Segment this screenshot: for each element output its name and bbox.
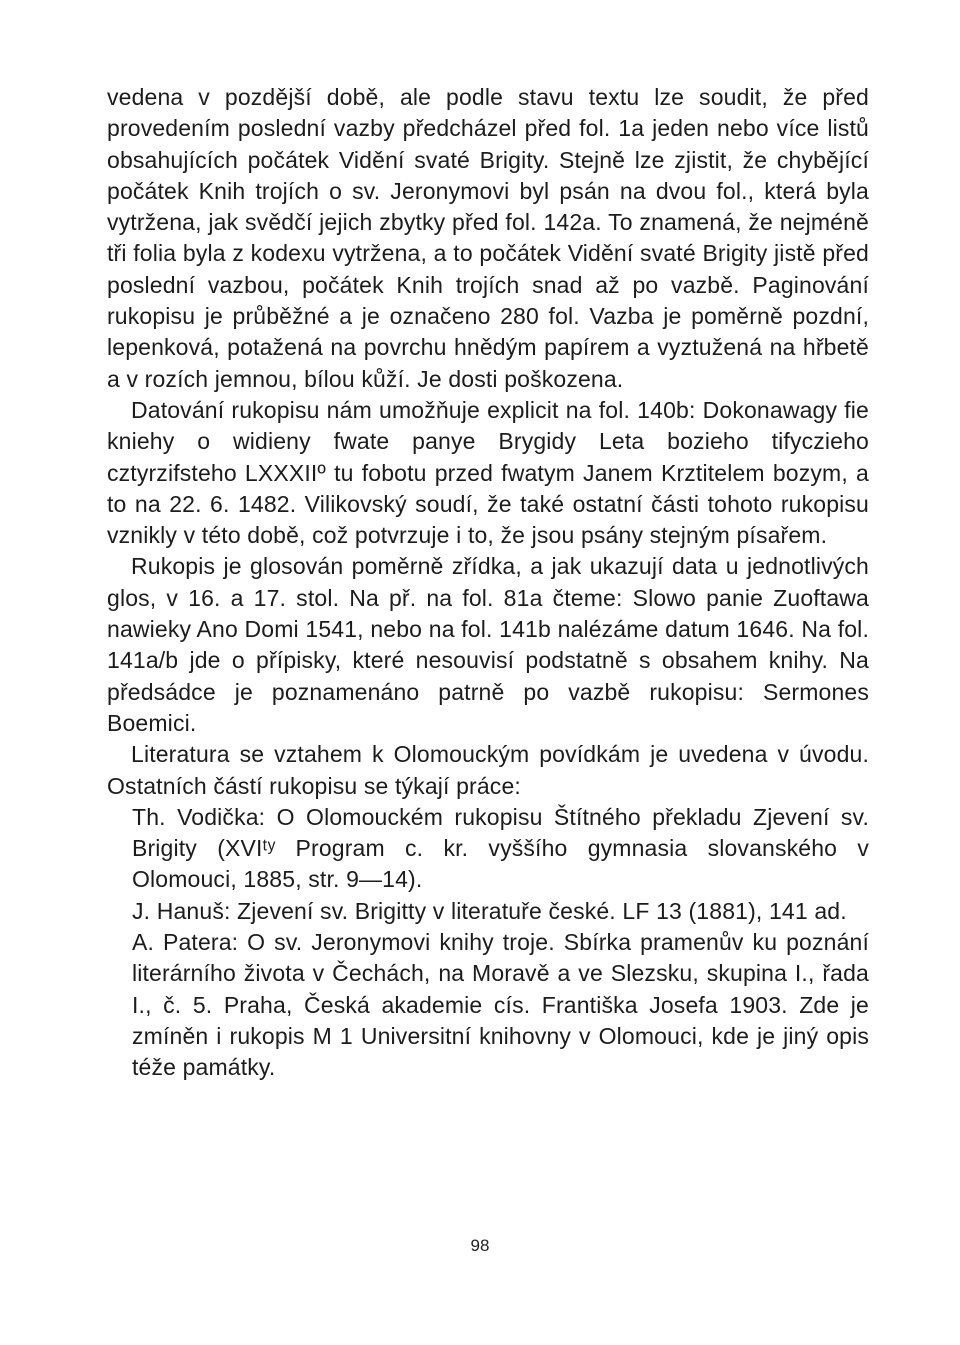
- paragraph-dating: Datování rukopisu nám umožňuje explicit na fol. 140b: Dokonawagy fie kniehy o widieny fwate panye Brygidy Leta bozieho tifyczieho cztyrzifsteho LXXXIIº tu fobotu przed fwatym Janem Krztitelem bozym, a to na 22. 6. 1482. Vilikovský soudí, že také ostatní části tohoto rukopisu vznikly v této době, což potvrzuje i to, že jsou psány stejným písařem.: [107, 396, 869, 549]
- reference-vodicka: Th. Vodička: O Olomouckém rukopisu Štítného překladu Zjevení sv. Brigity (XVIᵗʸ Program c. kr. vyššího gymnasia slovanského v Olomouci, 1885, str. 9—14).: [132, 803, 869, 893]
- body-text: [107, 82, 869, 1084]
- reference-hanus: J. Hanuš: Zjevení sv. Brigitty v literatuře české. LF 13 (1881), 141 ad.: [132, 897, 847, 924]
- reference-patera: A. Patera: O sv. Jeronymovi knihy troje. Sbírka pramenův ku poznání literárního života v Čechách, na Moravě a ve Slezsku, skupina I., řada I., č. 5. Praha, Česká akademie cís. Františka Josefa 1903. Zde je zmíněn i rukopis M 1 Universitní knihovny v Olomouci, kde je jiný opis téže památky.: [132, 929, 869, 1081]
- paragraph-glosses: Rukopis je glosován poměrně zřídka, a jak ukazují data u jednotlivých glos, v 16. a 17. stol. Na př. na fol. 81a čteme: Slowo panie Zuoftawa nawieky Ano Domi 1541, nebo na fol. 141b nalézáme datum 1646. Na fol. 141a/b jde o přípisky, které nesouvisí podstatně s obsahem knihy. Na předsádce je poznamenáno patrně po vazbě rukopisu: Sermones Boemici.: [107, 553, 869, 736]
- reference-list: [107, 802, 869, 1084]
- paragraph-continuation: vedena v pozdější době, ale podle stavu textu lze soudit, že před provedením poslední vazby předcházel před fol. 1a jeden nebo více listů obsahujících počátek Vidění svaté Brigity. Stejně lze zjistit, že chybějící počátek Knih trojích o sv. Jeronymovi byl psán na dvou fol., která byla vytržena, jak svědčí jejich zbytky před fol. 142a. To znamená, že nejméně tři folia byla z kodexu vytržena, a to počátek Vidění svaté Brigity jistě před poslední vazbou, počátek Knih trojích snad až po vazbě. Paginování rukopisu je průběžné a je označeno 280 fol. Vazba je poměrně pozdní, lepenková, potažená na povrchu hnědým papírem a vyztužená na hřbetě a v rozích jemnou, bílou kůží. Je dosti poškozena.: [107, 84, 869, 392]
- page-number: 98: [470, 1236, 490, 1255]
- paragraph-literature: Literatura se vztahem k Olomouckým povídkám je uvedena v úvodu. Ostatních částí rukopisu se týkají práce:: [107, 741, 869, 799]
